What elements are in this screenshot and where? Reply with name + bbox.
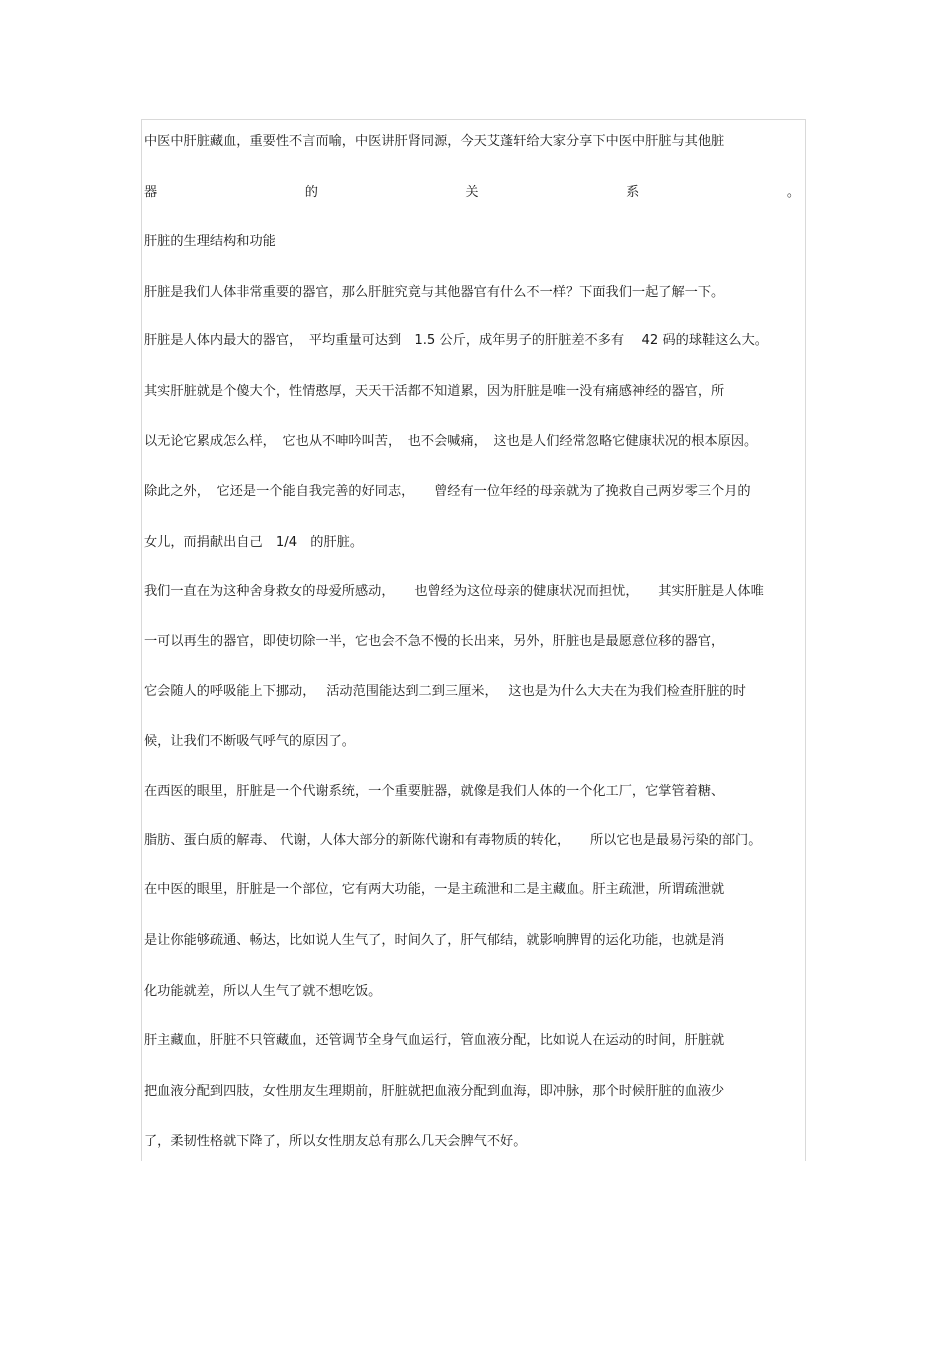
- paragraph-line: 脂肪、蛋白质的解毒、 代谢，人体大部分的新陈代谢和有毒物质的转化， 所以它也是最易污染的部门。: [144, 833, 762, 848]
- paragraph-line: 化功能就差，所以人生气了就不想吃饭。: [144, 984, 382, 999]
- paragraph-line: 其实肝脏就是个傻大个，性情憨厚，天天干活都不知道累，因为肝脏是唯一没有痛感神经的器官，所: [144, 384, 725, 399]
- paragraph-line: 女儿，而捐献出自己 1/4 的肝脏。: [144, 535, 364, 550]
- paragraph-line: 我们一直在为这种舍身救女的母爱所感动， 也曾经为这位母亲的健康状况而担忧， 其实肝脏是人体唯: [144, 584, 764, 599]
- intro-line: 中医中肝脏藏血，重要性不言而喻，中医讲肝肾同源，今天艾蓬轩给大家分享下中医中肝脏与其他脏: [144, 134, 725, 149]
- paragraph-line: 把血液分配到四肢，女性朋友生理期前，肝脏就把血液分配到血海，即冲脉，那个时候肝脏的血液少: [144, 1084, 725, 1099]
- paragraph-line: 肝主藏血，肝脏不只管藏血，还管调节全身气血运行，管血液分配，比如说人在运动的时间，肝脏就: [144, 1033, 725, 1048]
- section-heading: 肝脏的生理结构和功能: [144, 234, 276, 249]
- justified-char: 。: [786, 185, 800, 200]
- justified-char: 系: [626, 185, 640, 200]
- paragraph-line: 是让你能够疏通、畅达，比如说人生气了，时间久了，肝气郁结，就影响脾胃的运化功能，也就是消: [144, 933, 725, 948]
- justified-char: 关: [465, 185, 479, 200]
- paragraph-line: 肝脏是我们人体非常重要的器官，那么肝脏究竟与其他器官有什么不一样？下面我们一起了解一下。: [144, 285, 725, 300]
- paragraph-line: 了，柔韧性格就下降了，所以女性朋友总有那么几天会脾气不好。: [144, 1134, 527, 1149]
- paragraph-line: 它会随人的呼吸能上下挪动， 活动范围能达到二到三厘米， 这也是为什么大夫在为我们检查肝脏的时: [144, 684, 746, 699]
- paragraph-line: 肝脏是人体内最大的器官， 平均重量可达到 1.5 公斤，成年男子的肝脏差不多有 42 码的球鞋这么大。: [144, 333, 768, 348]
- intro-line-justified: [144, 184, 800, 202]
- paragraph-line: 以无论它累成怎么样， 它也从不呻吟叫苦， 也不会喊痛， 这也是人们经常忽略它健康状况的根本原因。: [144, 434, 758, 449]
- paragraph-line: 一可以再生的器官，即使切除一半，它也会不急不慢的长出来，另外，肝脏也是最愿意位移的器官，: [144, 634, 725, 649]
- paragraph-line: 除此之外， 它还是一个能自我完善的好同志， 曾经有一位年经的母亲就为了挽救自己两岁零三个月的: [144, 484, 751, 499]
- paragraph-line: 在西医的眼里，肝脏是一个代谢系统，一个重要脏器，就像是我们人体的一个化工厂，它掌管着糖、: [144, 784, 725, 799]
- paragraph-line: 在中医的眼里，肝脏是一个部位，它有两大功能，一是主疏泄和二是主藏血。肝主疏泄，所谓疏泄就: [144, 882, 725, 897]
- justified-char: 器: [144, 185, 158, 200]
- paragraph-line: 候，让我们不断吸气呼气的原因了。: [144, 734, 355, 749]
- justified-char: 的: [304, 185, 318, 200]
